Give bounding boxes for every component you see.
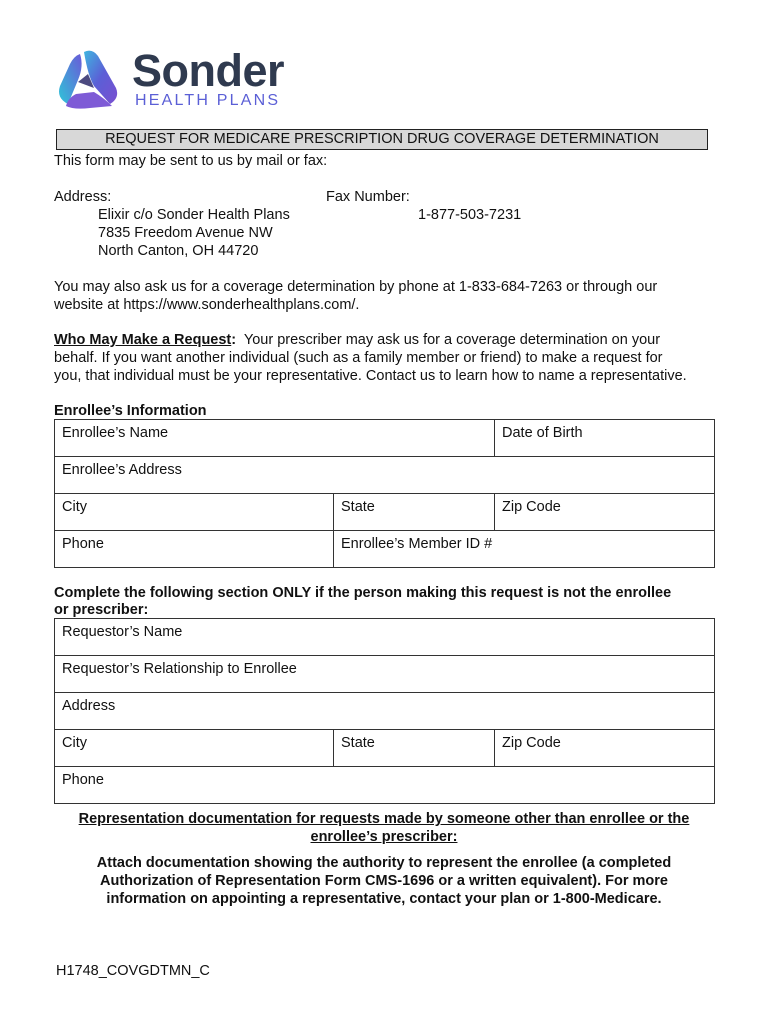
enrollee-name-label: Enrollee’s Name bbox=[62, 425, 169, 441]
enrollee-state-label: State bbox=[341, 499, 375, 515]
enrollee-phone-field[interactable] bbox=[55, 531, 334, 568]
requestor-zip-label: Zip Code bbox=[502, 735, 561, 751]
requestor-address-label: Address bbox=[62, 698, 116, 714]
enrollee-zip-field[interactable] bbox=[495, 494, 715, 531]
brand-subtitle: HEALTH PLANS bbox=[135, 92, 281, 109]
fax-number: 1-877-503-7231 bbox=[418, 207, 522, 223]
attach-line2: Authorization of Representation Form CMS-1696 or a written equivalent). For more bbox=[100, 873, 668, 889]
enrollee-dob-label: Date of Birth bbox=[502, 425, 583, 441]
enrollee-phone-label: Phone bbox=[62, 536, 104, 552]
footer-code: H1748_COVGDTMN_C bbox=[56, 963, 210, 979]
enrollee-member-id-label: Enrollee’s Member ID # bbox=[341, 536, 493, 552]
address-label: Address: bbox=[54, 189, 112, 205]
enrollee-city-field[interactable] bbox=[55, 494, 334, 531]
phone-text-line1: You may also ask us for a coverage determination by phone at 1-833-684-7263 or through our bbox=[54, 279, 658, 295]
sonder-logo bbox=[54, 46, 294, 112]
who-line1: Your prescriber may ask us for a coverage determination on your bbox=[236, 332, 661, 348]
requestor-state-label: State bbox=[341, 735, 375, 751]
requestor-name-label: Requestor’s Name bbox=[62, 624, 183, 640]
enrollee-heading: Enrollee’s Information bbox=[54, 403, 207, 419]
requestor-address-field[interactable] bbox=[55, 693, 715, 730]
representation-heading-line1: Representation documentation for requests made by someone other than enrollee or the bbox=[78, 811, 690, 827]
requestor-name-field[interactable] bbox=[55, 619, 715, 656]
enrollee-city-label: City bbox=[62, 499, 87, 515]
who-colon: : bbox=[231, 332, 237, 348]
who-heading: Who May Make a Request bbox=[54, 332, 232, 348]
requestor-relationship-label: Requestor’s Relationship to Enrollee bbox=[62, 661, 297, 677]
enrollee-table bbox=[54, 419, 715, 568]
form-title: REQUEST FOR MEDICARE PRESCRIPTION DRUG COVERAGE DETERMINATION bbox=[56, 129, 708, 150]
sonder-logo-icon bbox=[54, 46, 124, 112]
address-line3: North Canton, OH 44720 bbox=[98, 243, 259, 259]
attach-line1: Attach documentation showing the authority to represent the enrollee (a completed bbox=[96, 855, 672, 871]
who-paragraph-line1 bbox=[54, 331, 660, 349]
address-line2: 7835 Freedom Avenue NW bbox=[98, 225, 273, 241]
who-line3: you, that individual must be your representative. Contact us to learn how to name a representative. bbox=[54, 368, 687, 384]
enrollee-name-field[interactable] bbox=[55, 420, 495, 457]
enrollee-member-id-field[interactable] bbox=[334, 531, 715, 568]
enrollee-state-field[interactable] bbox=[334, 494, 495, 531]
requestor-phone-field[interactable] bbox=[55, 767, 715, 804]
requestor-city-field[interactable] bbox=[55, 730, 334, 767]
enrollee-dob-field[interactable] bbox=[495, 420, 715, 457]
requestor-heading-line1: Complete the following section ONLY if the person making this request is not the enrollee bbox=[54, 585, 672, 601]
address-line1: Elixir c/o Sonder Health Plans bbox=[98, 207, 290, 223]
who-line2: behalf. If you want another individual (such as a family member or friend) to make a request for bbox=[54, 350, 663, 366]
brand-name: Sonder bbox=[132, 45, 285, 96]
requestor-phone-label: Phone bbox=[62, 772, 104, 788]
enrollee-address-field[interactable] bbox=[55, 457, 715, 494]
requestor-heading-line2: or prescriber: bbox=[54, 602, 149, 618]
requestor-table bbox=[54, 618, 715, 804]
requestor-relationship-field[interactable] bbox=[55, 656, 715, 693]
fax-label: Fax Number: bbox=[326, 189, 410, 205]
enrollee-zip-label: Zip Code bbox=[502, 499, 561, 515]
attach-line3: information on appointing a representative, contact your plan or 1-800-Medicare. bbox=[106, 891, 662, 907]
requestor-zip-field[interactable] bbox=[495, 730, 715, 767]
intro-text: This form may be sent to us by mail or fax: bbox=[54, 153, 328, 169]
representation-heading-line2: enrollee’s prescriber: bbox=[310, 829, 458, 845]
requestor-state-field[interactable] bbox=[334, 730, 495, 767]
enrollee-address-label: Enrollee’s Address bbox=[62, 462, 182, 478]
phone-text-line2: website at https://www.sonderhealthplans.com/. bbox=[54, 297, 360, 313]
requestor-city-label: City bbox=[62, 735, 87, 751]
